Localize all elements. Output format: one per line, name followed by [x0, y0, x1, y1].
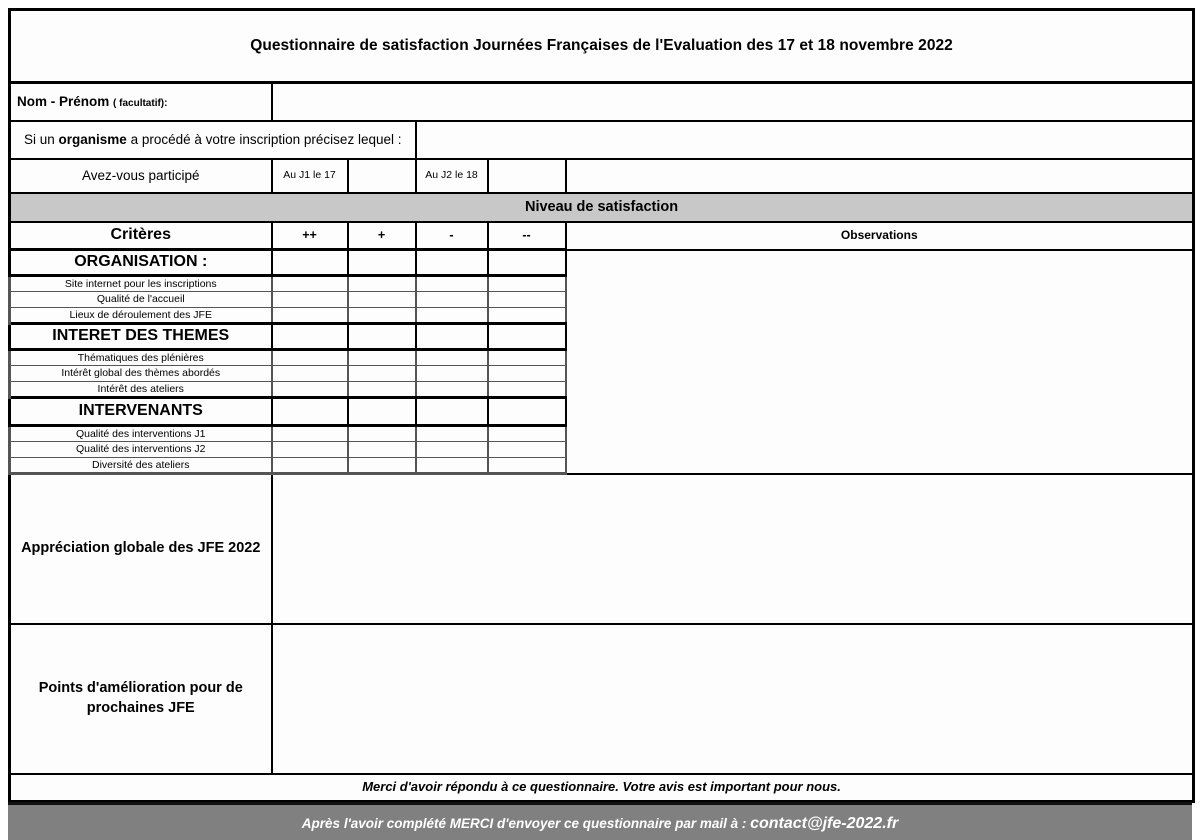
criteria-rating-cell[interactable] [488, 382, 566, 398]
day2-label: Au J2 le 18 [425, 169, 478, 182]
section-rating-cell[interactable] [348, 250, 416, 276]
satisfaction-band-title: Niveau de satisfaction [524, 198, 679, 215]
criteria-rating-cell[interactable] [488, 276, 566, 292]
improvement-row [10, 624, 1194, 774]
day2-checkbox-cell[interactable] [488, 159, 566, 193]
section-rating-cell[interactable] [488, 250, 566, 276]
section-rating-cell[interactable] [416, 398, 488, 426]
criteria-rating-cell[interactable] [272, 442, 348, 458]
criteria-rating-cell[interactable] [488, 458, 566, 474]
criteria-rating-cell[interactable] [416, 442, 488, 458]
section-rating-cell[interactable] [272, 250, 348, 276]
section-rating-cell[interactable] [272, 398, 348, 426]
criteria-label: Intérêt global des thèmes abordés [61, 367, 221, 380]
section-rating-cell[interactable] [416, 250, 488, 276]
day2-label-cell [416, 159, 488, 193]
day1-label-cell [272, 159, 348, 193]
criteria-rating-cell[interactable] [348, 308, 416, 324]
observations-header: Observations [840, 227, 918, 242]
section-heading-label: INTERET DES THEMES [52, 327, 230, 345]
section-rating-cell[interactable] [488, 324, 566, 350]
criteria-rating-cell[interactable] [272, 366, 348, 382]
criteria-label-cell [10, 442, 272, 458]
rating-header-plus: + [348, 222, 416, 250]
criteria-label: Diversité des ateliers [92, 458, 190, 471]
criteria-header: Critères [110, 226, 171, 244]
criteria-rating-cell[interactable] [416, 350, 488, 366]
mail-instruction-text: Après l'avoir complété MERCI d'envoyer ce questionnaire par mail à : [301, 816, 751, 831]
contact-email[interactable]: contact@jfe-2022.fr [750, 815, 899, 832]
day1-label: Au J1 le 17 [283, 169, 336, 182]
criteria-rating-cell[interactable] [272, 382, 348, 398]
thanks-cell [10, 774, 1194, 802]
criteria-rating-cell[interactable] [272, 350, 348, 366]
improvement-label: Points d'amélioration pour de prochaines JFE [38, 679, 243, 716]
section-rating-cell[interactable] [272, 324, 348, 350]
criteria-rating-cell[interactable] [416, 292, 488, 308]
criteria-rating-cell[interactable] [488, 366, 566, 382]
thanks-message: Merci d'avoir répondu à ce questionnaire. Votre avis est important pour nous. [362, 778, 841, 794]
criteria-label-cell [10, 426, 272, 442]
section-heading-label: ORGANISATION : [74, 253, 208, 271]
section-heading-row [10, 324, 1194, 350]
section-rating-cell[interactable] [348, 324, 416, 350]
nom-prenom-row [10, 83, 1194, 121]
mail-footer [8, 802, 1192, 840]
criteria-rating-cell[interactable] [272, 292, 348, 308]
section-observation-cell[interactable] [566, 250, 1194, 324]
criteria-label-cell [10, 382, 272, 398]
criteria-label-cell [10, 458, 272, 474]
section-heading-row [10, 398, 1194, 426]
appreciation-input[interactable] [272, 474, 1194, 624]
day1-checkbox-cell[interactable] [348, 159, 416, 193]
page-title: Questionnaire de satisfaction Journées Françaises de l'Evaluation des 17 et 18 novembre 2022 [250, 37, 953, 55]
section-observation-cell[interactable] [566, 398, 1194, 474]
section-rating-cell[interactable] [488, 398, 566, 426]
criteria-label-cell [10, 292, 272, 308]
section-heading-row [10, 250, 1194, 276]
criteria-rating-cell[interactable] [488, 308, 566, 324]
criteria-rating-cell[interactable] [348, 276, 416, 292]
organisme-label-cell [10, 121, 416, 159]
participation-row [10, 159, 1194, 193]
criteria-rating-cell[interactable] [348, 426, 416, 442]
nom-prenom-label: Nom - Prénom ( facultatif): [17, 93, 168, 109]
criteria-label: Qualité de l'accueil [96, 293, 185, 306]
criteria-label: Site internet pour les inscriptions [64, 277, 217, 290]
appreciation-label-cell [10, 474, 272, 624]
appreciation-row [10, 474, 1194, 624]
criteria-rating-cell[interactable] [348, 292, 416, 308]
criteria-rating-cell[interactable] [416, 458, 488, 474]
criteria-rating-cell[interactable] [416, 426, 488, 442]
organisme-row [10, 121, 1194, 159]
participation-label: Avez-vous participé [81, 167, 200, 183]
criteria-label-cell [10, 350, 272, 366]
criteria-rating-cell[interactable] [488, 442, 566, 458]
criteria-rating-cell[interactable] [272, 426, 348, 442]
rating-header-minus: - [416, 222, 488, 250]
criteria-label-cell [10, 366, 272, 382]
criteria-rating-cell[interactable] [272, 458, 348, 474]
title-row [10, 10, 1194, 83]
section-heading-cell [10, 250, 272, 276]
participation-label-cell [10, 159, 272, 193]
appreciation-label: Appréciation globale des JFE 2022 [21, 539, 261, 556]
criteria-rating-cell[interactable] [416, 308, 488, 324]
section-rating-cell[interactable] [416, 324, 488, 350]
criteria-label: Lieux de déroulement des JFE [69, 308, 212, 321]
observations-header-cell [566, 222, 1194, 250]
section-observation-cell[interactable] [566, 324, 1194, 398]
criteria-header-cell [10, 222, 272, 250]
criteria-rating-cell[interactable] [348, 442, 416, 458]
satisfaction-band-row [10, 193, 1194, 222]
criteria-rating-cell[interactable] [348, 366, 416, 382]
column-header-row [10, 222, 1194, 250]
criteria-rating-cell[interactable] [416, 366, 488, 382]
improvement-label-cell [10, 624, 272, 774]
criteria-label: Qualité des interventions J2 [75, 443, 206, 456]
nom-prenom-input[interactable] [272, 83, 1194, 121]
criteria-rating-cell[interactable] [488, 292, 566, 308]
section-heading-cell [10, 398, 272, 426]
participation-note-cell[interactable] [566, 159, 1194, 193]
criteria-label-cell [10, 308, 272, 324]
section-heading-label: INTERVENANTS [78, 402, 203, 420]
nom-prenom-label-cell [10, 83, 272, 121]
criteria-rating-cell[interactable] [348, 458, 416, 474]
criteria-rating-cell[interactable] [348, 350, 416, 366]
satisfaction-band [10, 193, 1194, 222]
criteria-label: Thématiques des plénières [77, 351, 204, 364]
criteria-label: Qualité des interventions J1 [75, 427, 206, 440]
criteria-rating-cell[interactable] [488, 350, 566, 366]
questionnaire-table [8, 8, 1195, 803]
criteria-rating-cell[interactable] [348, 382, 416, 398]
criteria-rating-cell[interactable] [488, 426, 566, 442]
rating-header-plusplus: ++ [272, 222, 348, 250]
title-cell [10, 10, 1194, 83]
improvement-input[interactable] [272, 624, 1194, 774]
section-rating-cell[interactable] [348, 398, 416, 426]
criteria-rating-cell[interactable] [272, 276, 348, 292]
criteria-label: Intérêt des ateliers [97, 382, 184, 395]
criteria-rating-cell[interactable] [416, 382, 488, 398]
section-heading-cell [10, 324, 272, 350]
criteria-rating-cell[interactable] [416, 276, 488, 292]
rating-header-minusminus: -- [488, 222, 566, 250]
organisme-label: Si un organisme a procédé à votre inscription précisez lequel : [24, 131, 402, 147]
organisme-input[interactable] [416, 121, 1194, 159]
criteria-label-cell [10, 276, 272, 292]
criteria-rating-cell[interactable] [272, 308, 348, 324]
mail-instruction [302, 815, 898, 833]
thanks-row [10, 774, 1194, 802]
